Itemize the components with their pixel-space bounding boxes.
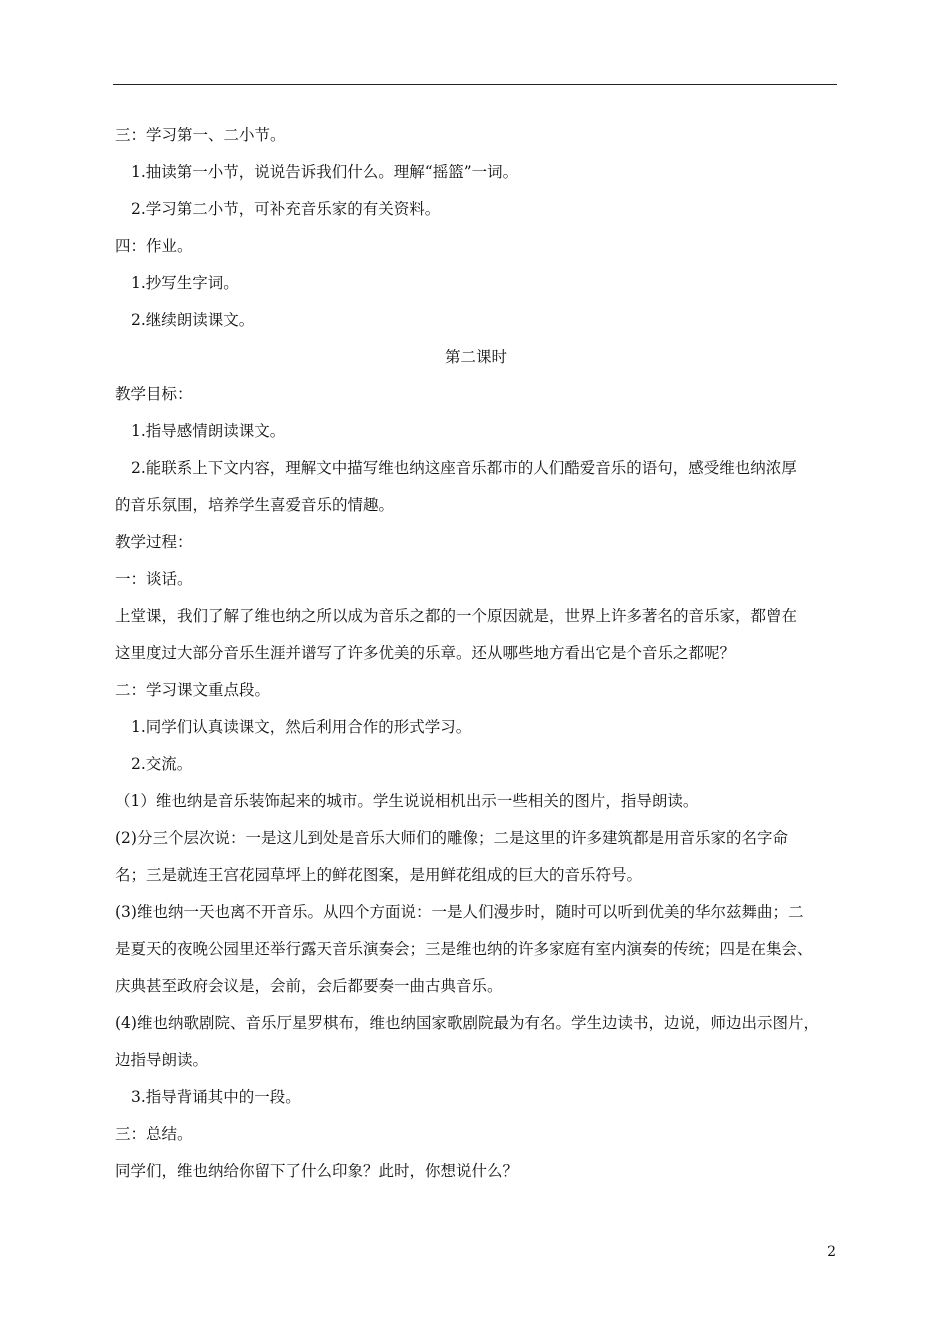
text-line: 3.指导背诵其中的一段。	[131, 1088, 301, 1106]
text-line: 是夏天的夜晚公园里还举行露天音乐演奏会；三是维也纳的许多家庭有室内演奏的传统；四是在集会、	[115, 940, 813, 958]
text-line: 二：学习课文重点段。	[115, 681, 271, 699]
document-body	[115, 117, 837, 1190]
text-line: 的音乐氛围，培养学生喜爱音乐的情趣。	[115, 496, 395, 514]
text-line: (4)维也纳歌剧院、音乐厅星罗棋布，维也纳国家歌剧院最为有名。学生边读书，边说，师边出示图片，	[115, 1014, 819, 1032]
page-number: 2	[827, 1244, 836, 1260]
section-heading: 第二课时	[444, 348, 507, 366]
text-line: 教学目标：	[115, 385, 193, 403]
text-line: 1.抽读第一小节，说说告诉我们什么。理解“摇篮”一词。	[131, 163, 519, 181]
text-line: 2.学习第二小节，可补充音乐家的有关资料。	[131, 200, 441, 218]
text-line: 教学过程：	[115, 533, 193, 551]
text-line: 上堂课，我们了解了维也纳之所以成为音乐之都的一个原因就是，世界上许多著名的音乐家，都曾在	[115, 607, 798, 625]
text-line: 这里度过大部分音乐生涯并谱写了许多优美的乐章。还从哪些地方看出它是个音乐之都呢？	[115, 644, 736, 662]
text-line: 三：学习第一、二小节。	[115, 126, 286, 144]
text-line: 1.抄写生字词。	[131, 274, 239, 292]
text-line: (3)维也纳一天也离不开音乐。从四个方面说：一是人们漫步时，随时可以听到优美的华尔兹舞曲；二	[115, 903, 804, 921]
text-line: （1）维也纳是音乐装饰起来的城市。学生说说相机出示一些相关的图片，指导朗读。	[115, 792, 699, 810]
text-line: 一：谈话。	[115, 570, 193, 588]
text-line: 2.能联系上下文内容，理解文中描写维也纳这座音乐都市的人们酷爱音乐的语句，感受维也纳浓厚	[131, 459, 797, 477]
text-line: 名；三是就连王宫花园草坪上的鲜花图案，是用鲜花组成的巨大的音乐符号。	[115, 866, 643, 884]
text-line: 三：总结。	[115, 1125, 193, 1143]
text-line: 四：作业。	[115, 237, 193, 255]
text-line: (2)分三个层次说：一是这儿到处是音乐大师们的雕像；二是这里的许多建筑都是用音乐家的名字命	[115, 829, 788, 847]
text-line: 2.交流。	[131, 755, 193, 773]
text-line: 庆典甚至政府会议是，会前，会后都要奏一曲古典音乐。	[115, 977, 503, 995]
text-line: 边指导朗读。	[115, 1051, 209, 1069]
text-line: 同学们，维也纳给你留下了什么印象？此时，你想说什么？	[115, 1162, 519, 1180]
text-line: 1.指导感情朗读课文。	[131, 422, 286, 440]
header-rule	[113, 84, 837, 85]
text-line: 1.同学们认真读课文，然后利用合作的形式学习。	[131, 718, 472, 736]
text-line: 2.继续朗读课文。	[131, 311, 255, 329]
